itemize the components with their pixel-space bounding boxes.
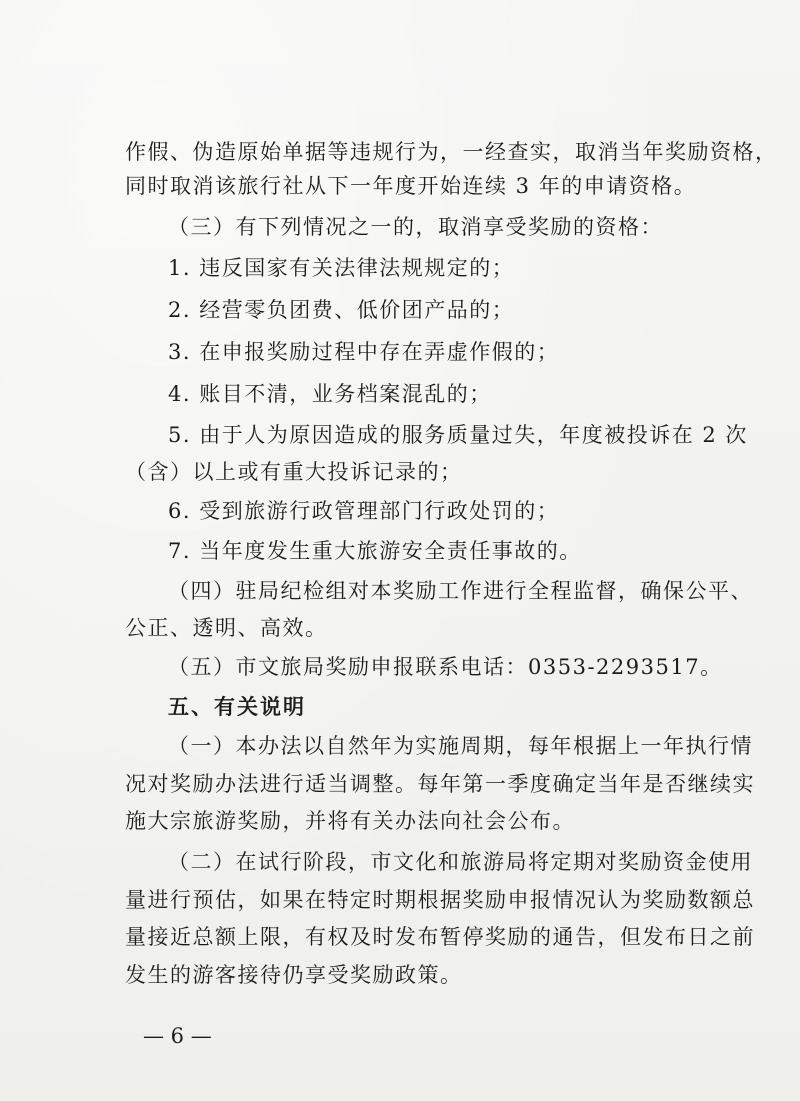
section-heading: 五、有关说明 [168, 695, 306, 719]
list-item-5: 5. 由于人为原因造成的服务质量过失，年度被投诉在 2 次 [168, 423, 748, 447]
body-line-section-3: 施大宗旅游奖励，并将有关办法向社会公布。 [125, 809, 575, 833]
list-item-2: 2. 经营零负团费、低价团产品的； [168, 298, 515, 322]
contact-phone-line: （五）市文旅局奖励申报联系电话：0353-2293517。 [168, 655, 723, 679]
body-line-1: 作假、伪造原始单据等违规行为，一经查实，取消当年奖励资格， [125, 140, 778, 164]
body-line-section-7: 发生的游客接待仍享受奖励政策。 [125, 963, 463, 987]
list-item-6: 6. 受到旅游行政管理部门行政处罚的； [168, 499, 560, 523]
page-number: — 6 — [143, 1024, 212, 1048]
list-item-3: 3. 在申报奖励过程中存在弄虚作假的； [168, 340, 560, 364]
body-line-2: 同时取消该旅行社从下一年度开始连续 3 年的申请资格。 [125, 174, 697, 198]
list-item-1: 1. 违反国家有关法律法规规定的； [168, 256, 515, 280]
body-line-supervision-continued: 公正、透明、高效。 [125, 616, 328, 640]
body-line-3: （三）有下列情况之一的，取消享受奖励的资格： [168, 215, 663, 239]
body-line-section-4: （二）在试行阶段，市文化和旅游局将定期对奖励资金使用 [168, 850, 753, 874]
body-line-section-2: 况对奖励办法进行适当调整。每年第一季度确定当年是否继续实 [125, 772, 755, 796]
list-item-5-continued: （含）以上或有重大投诉记录的； [125, 460, 463, 484]
body-line-supervision: （四）驻局纪检组对本奖励工作进行全程监督，确保公平、 [168, 579, 753, 603]
list-item-7: 7. 当年度发生重大旅游安全责任事故的。 [168, 539, 582, 563]
body-line-section-5: 量进行预估，如果在特定时期根据奖励申报情况认为奖励数额总 [125, 888, 755, 912]
body-line-section-1: （一）本办法以自然年为实施周期，每年根据上一年执行情 [168, 734, 753, 758]
body-line-section-6: 量接近总额上限，有权及时发布暂停奖励的通告，但发布日之前 [125, 925, 755, 949]
list-item-4: 4. 账目不清，业务档案混乱的； [168, 382, 492, 406]
